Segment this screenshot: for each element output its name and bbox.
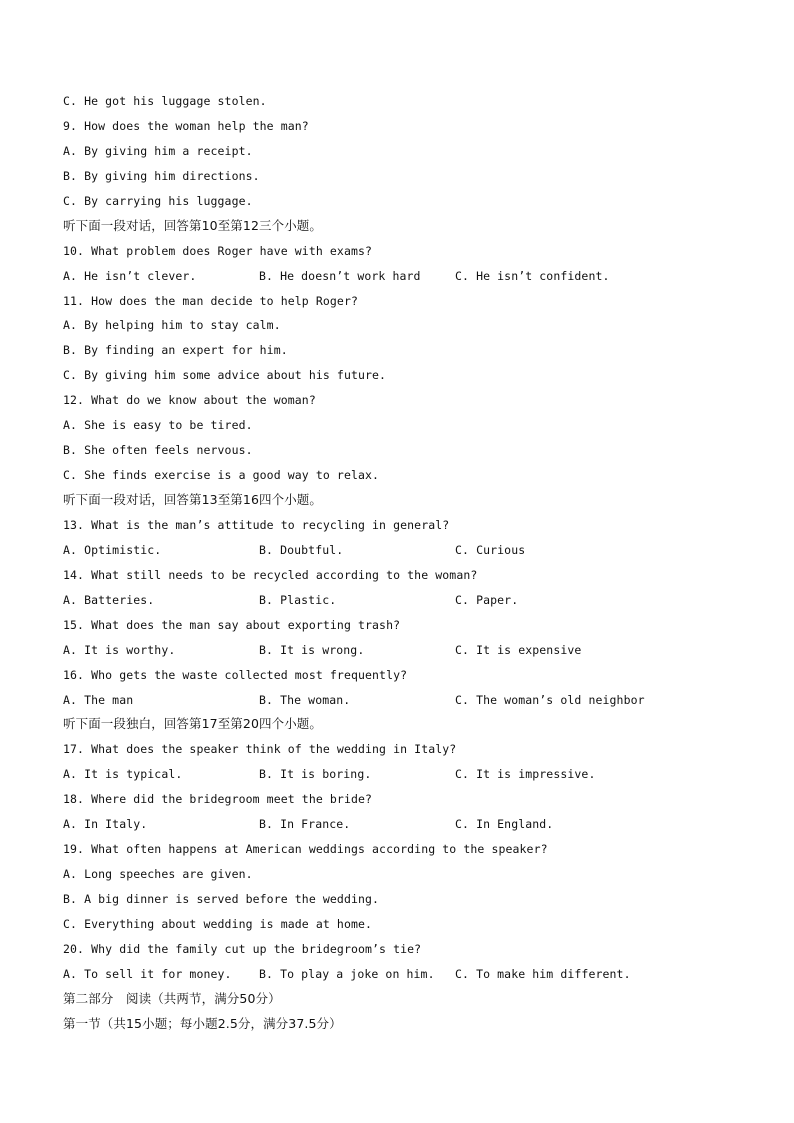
section-heading: 听下面一段对话，回答第13至第16四个小题。 [63,492,323,507]
answer-option: A. Batteries. [63,592,155,607]
text-line: 20. Why did the family cut up the bridegroom’s tie? [63,941,422,956]
answer-options-row [63,638,763,663]
section-heading: 听下面一段对话，回答第10至第12三个小题。 [63,217,323,233]
answer-option: C. He isn’t confident. [455,268,610,283]
answer-option: B. In France. [259,817,351,832]
section-heading: 第二部分 阅读（共两节，满分50分） [63,990,281,1006]
answer-option: B. He doesn’t work hard [259,268,421,283]
answer-options-row [63,762,763,787]
text-line: A. By giving him a receipt. [63,143,253,158]
text-line: 11. How does the man decide to help Roger? [63,293,358,308]
answer-option: B. It is wrong. [259,642,365,657]
answer-option: A. In Italy. [63,817,148,832]
answer-option: B. It is boring. [259,767,372,782]
answer-option: C. In England. [455,817,554,832]
answer-option: A. The man [63,692,134,707]
text-line: C. Everything about wedding is made at home. [63,916,373,931]
section-heading: 第一节（共15小题；每小题2.5分，满分37.5分） [63,1015,342,1031]
text-line: B. By giving him directions. [63,168,260,183]
section-heading: 听下面一段独白，回答第17至第20四个小题。 [63,716,323,732]
answer-options-row [63,588,763,613]
text-line: 16. Who gets the waste collected most frequently? [63,667,408,682]
text-line: A. She is easy to be tired. [63,418,253,433]
answer-option: C. It is impressive. [455,767,596,782]
text-line: 17. What does the speaker think of the wedding in Italy? [63,742,457,757]
answer-option: A. It is typical. [63,767,183,782]
answer-option: A. To sell it for money. [63,966,232,981]
text-line: 9. How does the woman help the man? [63,118,309,133]
text-line: B. She often feels nervous. [63,443,253,458]
text-line: B. A big dinner is served before the wedding. [63,892,380,906]
text-line: 10. What problem does Roger have with exams? [63,243,373,258]
answer-option: B. Doubtful. [259,542,344,557]
answer-options-row [63,538,763,563]
text-line: 12. What do we know about the woman? [63,393,316,408]
text-line: C. By carrying his luggage. [63,193,253,208]
answer-options-row [63,264,763,289]
text-line: 15. What does the man say about exporting trash? [63,617,401,632]
answer-option: B. Plastic. [259,592,337,607]
text-line: C. By giving him some advice about his future. [63,368,387,383]
text-line: 19. What often happens at American weddings according to the speaker? [63,842,548,857]
text-line: 13. What is the man’s attitude to recycling in general? [63,517,450,532]
answer-options-row [63,812,763,837]
text-line: C. He got his luggage stolen. [63,94,267,108]
answer-option: C. Paper. [455,592,519,607]
text-line: B. By finding an expert for him. [63,343,288,358]
answer-option: A. It is worthy. [63,642,176,657]
answer-options-row [63,962,763,987]
answer-option: B. The woman. [259,692,351,707]
answer-options-row [63,688,763,713]
answer-option: C. To make him different. [455,966,631,981]
text-line: A. Long speeches are given. [63,867,253,882]
document-page [63,89,763,1037]
answer-option: C. The woman’s old neighbor [455,692,645,707]
answer-option: B. To play a joke on him. [259,966,435,981]
text-line: C. She finds exercise is a good way to relax. [63,468,380,483]
answer-option: C. It is expensive [455,642,582,657]
answer-option: A. Optimistic. [63,542,162,557]
text-line: 18. Where did the bridegroom meet the bride? [63,792,373,807]
text-line: 14. What still needs to be recycled according to the woman? [63,567,478,582]
text-line: A. By helping him to stay calm. [63,318,281,333]
answer-option: A. He isn’t clever. [63,268,197,283]
answer-option: C. Curious [455,542,526,557]
